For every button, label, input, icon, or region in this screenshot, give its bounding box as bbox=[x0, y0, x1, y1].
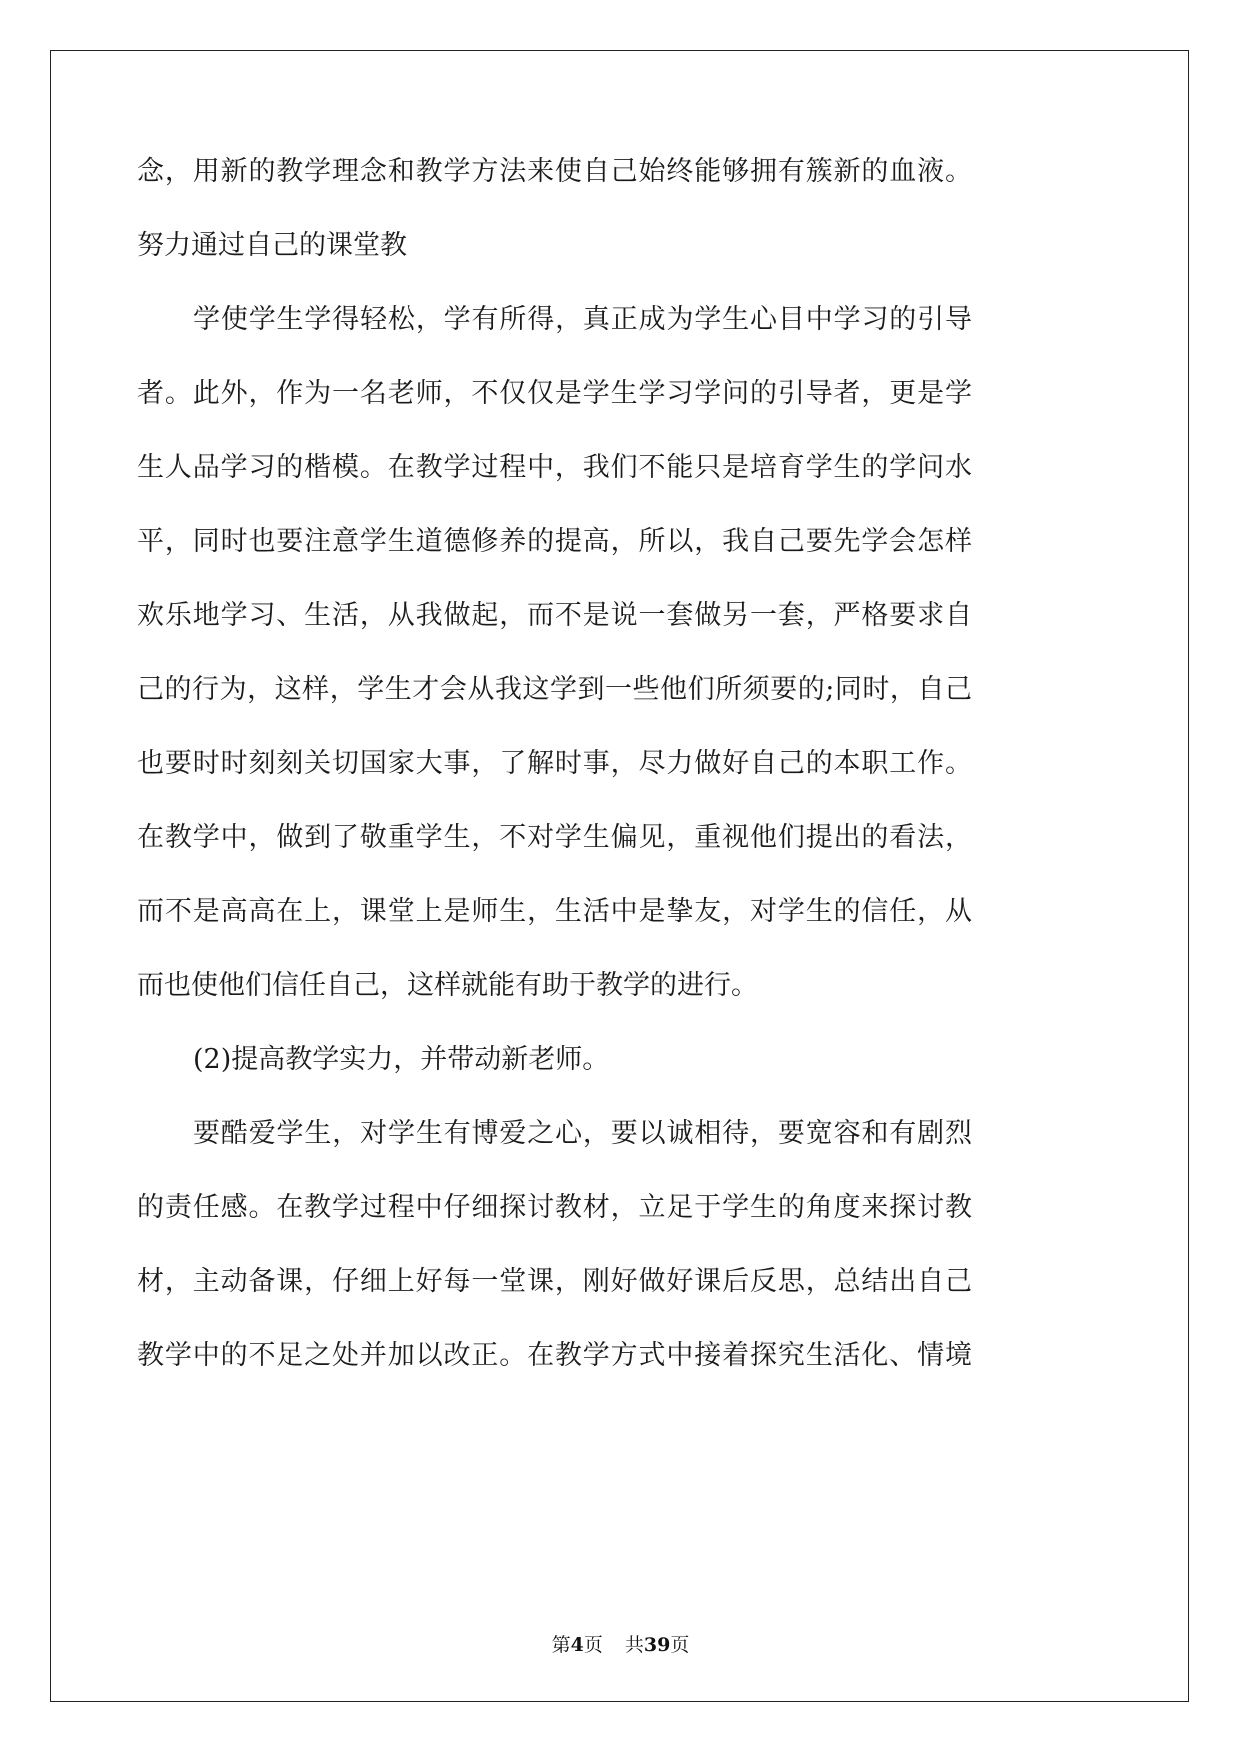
footer-prefix: 第 bbox=[551, 1634, 571, 1656]
page-footer bbox=[0, 1630, 1241, 1657]
page-border bbox=[50, 50, 1189, 1702]
total-pages: 39 bbox=[643, 1634, 671, 1656]
footer-page-suffix: 页 bbox=[583, 1634, 603, 1656]
footer-total-prefix: 共 bbox=[624, 1634, 644, 1656]
page-number: 4 bbox=[570, 1634, 584, 1656]
footer-total-suffix: 页 bbox=[670, 1634, 690, 1656]
